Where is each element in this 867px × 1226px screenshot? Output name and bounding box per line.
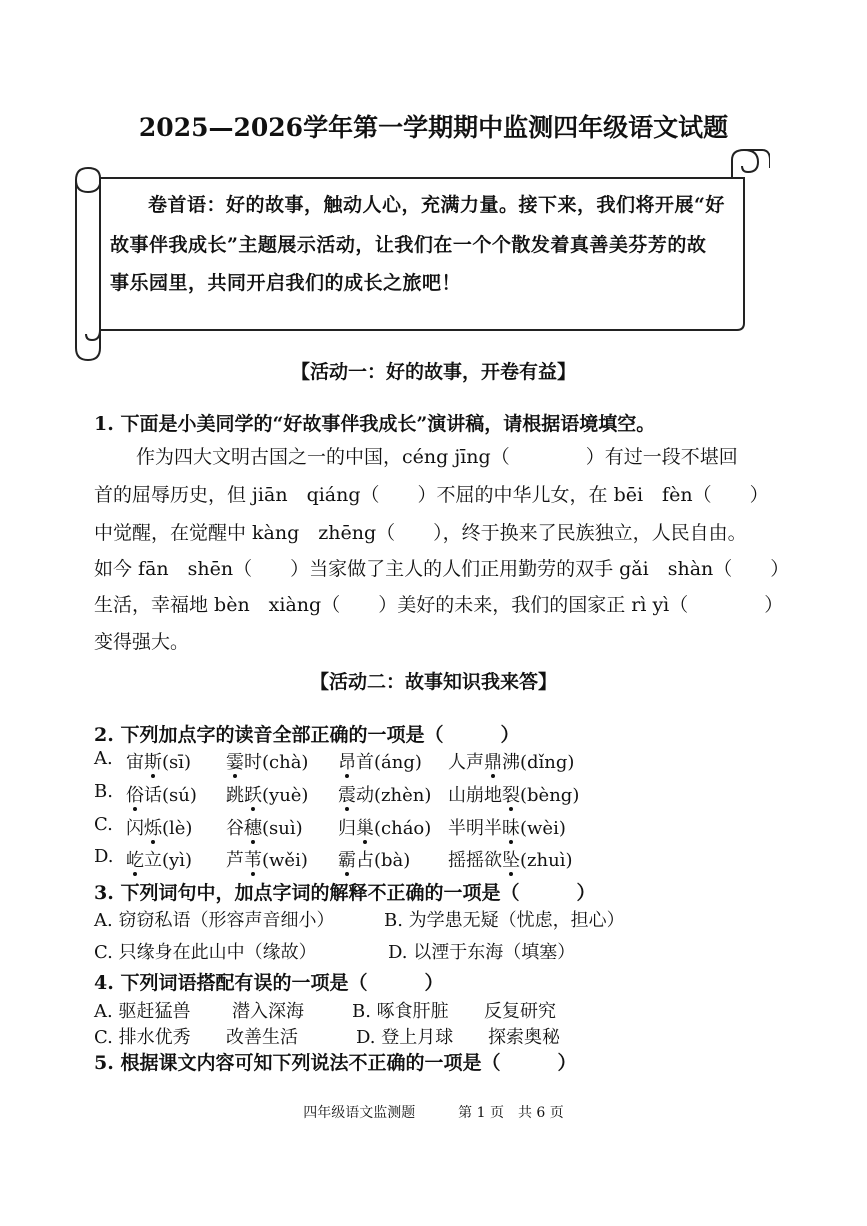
q3-option-b: B. 为学患无疑（忧虑，担心） xyxy=(384,910,625,931)
option-item: 半明半昧(wèi) xyxy=(448,814,566,840)
q3-option-d: D. 以湮于东海（填塞） xyxy=(388,942,576,963)
option-item: 闪烁(lè) xyxy=(126,814,192,840)
option-label: D. xyxy=(94,846,114,867)
option-label: B. xyxy=(94,781,113,802)
q4-option-a-1: A. 驱赶猛兽 xyxy=(94,1001,191,1022)
option-label: C. xyxy=(94,814,113,835)
q3-option-c: C. 只缘身在此山中（缘故） xyxy=(94,942,317,963)
footer-page-number: 第 1 页 共 6 页 xyxy=(458,1105,564,1121)
option-item: 俗话(sú) xyxy=(126,781,197,807)
q1-line-5: 生活，幸福地 bèn xiàng（ ）美好的未来，我们的国家正 rì yì（ ） xyxy=(94,594,784,616)
q4-option-d-2: 探索奥秘 xyxy=(488,1027,560,1048)
option-item: 跳跃(yuè) xyxy=(226,781,308,807)
q1-line-2: 首的屈辱历史，但 jiān qiáng（ ）不屈的中华儿女，在 bēi fèn（ ） xyxy=(94,484,769,506)
question-3-title: 3. 下列词句中，加点字词的解释不正确的一项是（ ） xyxy=(94,882,596,904)
option-item: 屹立(yì) xyxy=(126,846,192,872)
option-item: 芦苇(wěi) xyxy=(226,846,308,872)
exam-title: 2025—2026学年第一学期期中监测四年级语文试题 xyxy=(138,113,729,142)
option-item: 归巢(cháo) xyxy=(338,814,431,840)
option-item: 山崩地裂(bèng) xyxy=(448,781,579,807)
q4-option-b-1: B. 啄食肝脏 xyxy=(352,1001,449,1022)
footer-subject: 四年级语文监测题 xyxy=(303,1105,416,1121)
question-4-title: 4. 下列词语搭配有误的一项是（ ） xyxy=(94,972,444,994)
option-item: 霸占(bà) xyxy=(338,846,410,872)
option-label: A. xyxy=(94,748,113,769)
intro-line-1: 卷首语：好的故事，触动人心，充满力量。接下来，我们将开展“好 xyxy=(148,194,725,216)
q1-line-4: 如今 fān shēn（ ）当家做了主人的人们正用勤劳的双手 gǎi shàn（ ） xyxy=(94,558,790,580)
question-2-title: 2. 下列加点字的读音全部正确的一项是（ ） xyxy=(94,724,520,746)
option-item: 昂首(áng) xyxy=(338,748,422,774)
option-item: 人声鼎沸(dǐng) xyxy=(448,748,574,774)
q4-option-a-2: 潜入深海 xyxy=(232,1001,304,1022)
q1-line-6: 变得强大。 xyxy=(94,631,190,653)
question-1-title: 1. 下面是小美同学的“好故事伴我成长”演讲稿，请根据语境填空。 xyxy=(94,413,656,435)
q4-option-c-1: C. 排水优秀 xyxy=(94,1027,191,1048)
intro-line-3: 事乐园里，共同开启我们的成长之旅吧！ xyxy=(110,272,462,294)
q1-line-1: 作为四大文明古国之一的中国，céng jīng（ ）有过一段不堪回 xyxy=(136,446,738,468)
page-footer xyxy=(0,1102,867,1122)
question-5-title: 5. 根据课文内容可知下列说法不正确的一项是（ ） xyxy=(94,1052,577,1074)
option-item: 谷穗(suì) xyxy=(226,814,303,840)
q3-option-a: A. 窃窃私语（形容声音细小） xyxy=(94,910,335,931)
option-item: 霎时(chà) xyxy=(226,748,308,774)
q1-line-3: 中觉醒，在觉醒中 kàng zhēng（ ），终于换来了民族独立，人民自由。 xyxy=(94,522,747,544)
activity-1-heading: 【活动一：好的故事，开卷有益】 xyxy=(290,361,576,383)
option-item: 震动(zhèn) xyxy=(338,781,431,807)
q4-option-d-1: D. 登上月球 xyxy=(356,1027,454,1048)
option-item: 宙斯(sī) xyxy=(126,748,191,774)
option-item: 摇摇欲坠(zhuì) xyxy=(448,846,572,872)
q4-option-c-2: 改善生活 xyxy=(226,1027,298,1048)
q4-option-b-2: 反复研究 xyxy=(484,1001,556,1022)
activity-2-heading: 【活动二：故事知识我来答】 xyxy=(309,671,557,693)
intro-line-2: 故事伴我成长”主题展示活动，让我们在一个个散发着真善美芬芳的故 xyxy=(110,234,707,256)
